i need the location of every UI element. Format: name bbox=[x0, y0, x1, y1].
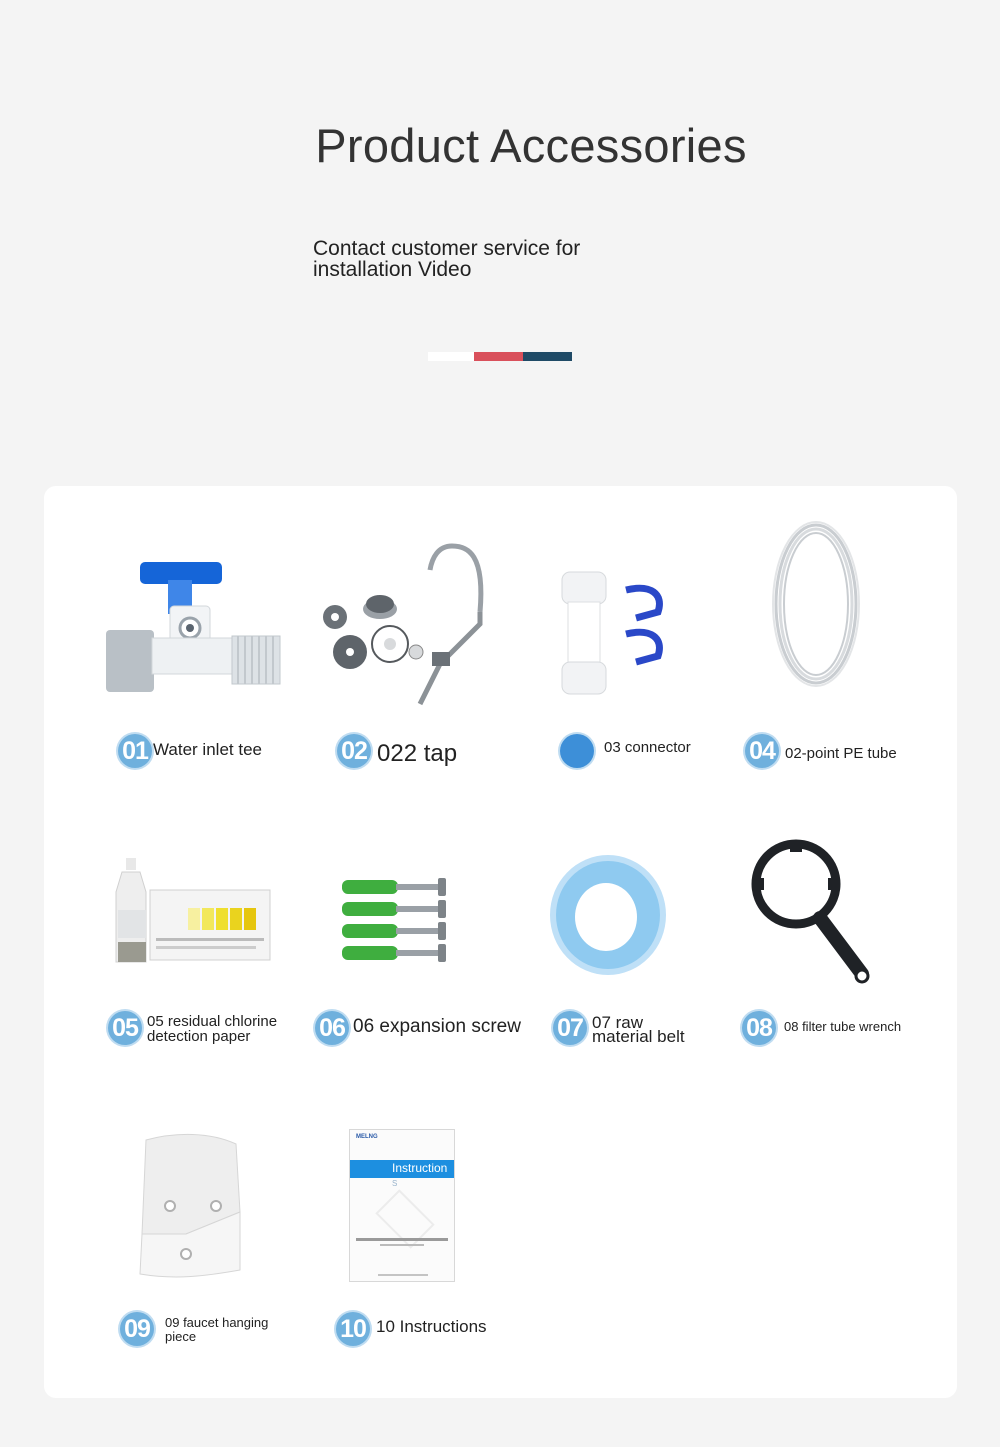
badge-08: 08 bbox=[742, 1011, 776, 1045]
pe-tube-coil-icon bbox=[766, 522, 866, 690]
water-inlet-tee-icon bbox=[104, 560, 284, 700]
expansion-screw-icon bbox=[340, 876, 452, 966]
faucet-bracket-icon bbox=[136, 1134, 248, 1280]
label-09-line-1: 09 faucet hanging bbox=[165, 1315, 269, 1330]
accessories-card bbox=[44, 486, 957, 1398]
subtitle-line-2: installation Video bbox=[313, 258, 472, 281]
color-bar-red bbox=[474, 352, 523, 361]
badge-01: 01 bbox=[118, 734, 152, 768]
badge-05: 05 bbox=[108, 1011, 142, 1045]
label-10: 10 Instructions bbox=[376, 1317, 487, 1336]
page-title: Product Accessories bbox=[315, 119, 747, 172]
label-06: 06 expansion screw bbox=[353, 1016, 521, 1037]
label-07 bbox=[592, 1013, 685, 1046]
connector-icon bbox=[556, 572, 666, 697]
badge-03 bbox=[560, 734, 594, 768]
manual-brand: MELNG bbox=[356, 1134, 378, 1140]
label-01: Water inlet tee bbox=[153, 740, 262, 759]
subtitle bbox=[313, 238, 633, 280]
faucet-tap-icon bbox=[320, 544, 490, 719]
label-07-line-1: 07 raw bbox=[592, 1013, 644, 1032]
manual-heading: Instruction bbox=[392, 1161, 448, 1175]
color-bar-navy bbox=[523, 352, 572, 361]
manual-text-line bbox=[378, 1274, 428, 1276]
label-05 bbox=[147, 1014, 277, 1044]
manual-mark: S bbox=[392, 1179, 398, 1188]
color-bar-white bbox=[428, 352, 474, 361]
instruction-manual-icon bbox=[349, 1129, 455, 1282]
subtitle-line-1: Contact customer service for bbox=[313, 237, 581, 260]
label-05-line-2: detection paper bbox=[147, 1028, 251, 1045]
label-02: 022 tap bbox=[377, 740, 458, 767]
label-07-line-2: material belt bbox=[592, 1027, 685, 1046]
label-03: 03 connector bbox=[604, 739, 691, 756]
badge-04: 04 bbox=[745, 734, 779, 768]
label-04: 02-point PE tube bbox=[785, 745, 897, 762]
badge-10: 10 bbox=[336, 1312, 370, 1346]
label-08: 08 filter tube wrench bbox=[784, 1019, 902, 1034]
manual-text-line bbox=[380, 1244, 424, 1246]
manual-text-line bbox=[356, 1238, 448, 1241]
chlorine-test-kit-icon bbox=[116, 858, 272, 968]
label-09-line-2: piece bbox=[165, 1329, 197, 1344]
badge-02: 02 bbox=[337, 734, 371, 768]
filter-wrench-icon bbox=[750, 836, 876, 988]
label-05-line-1: 05 residual chlorine bbox=[147, 1013, 278, 1030]
tape-roll-icon bbox=[548, 854, 668, 976]
badge-07: 07 bbox=[553, 1011, 587, 1045]
label-09 bbox=[165, 1316, 268, 1344]
badge-06: 06 bbox=[315, 1011, 349, 1045]
badge-09: 09 bbox=[120, 1312, 154, 1346]
